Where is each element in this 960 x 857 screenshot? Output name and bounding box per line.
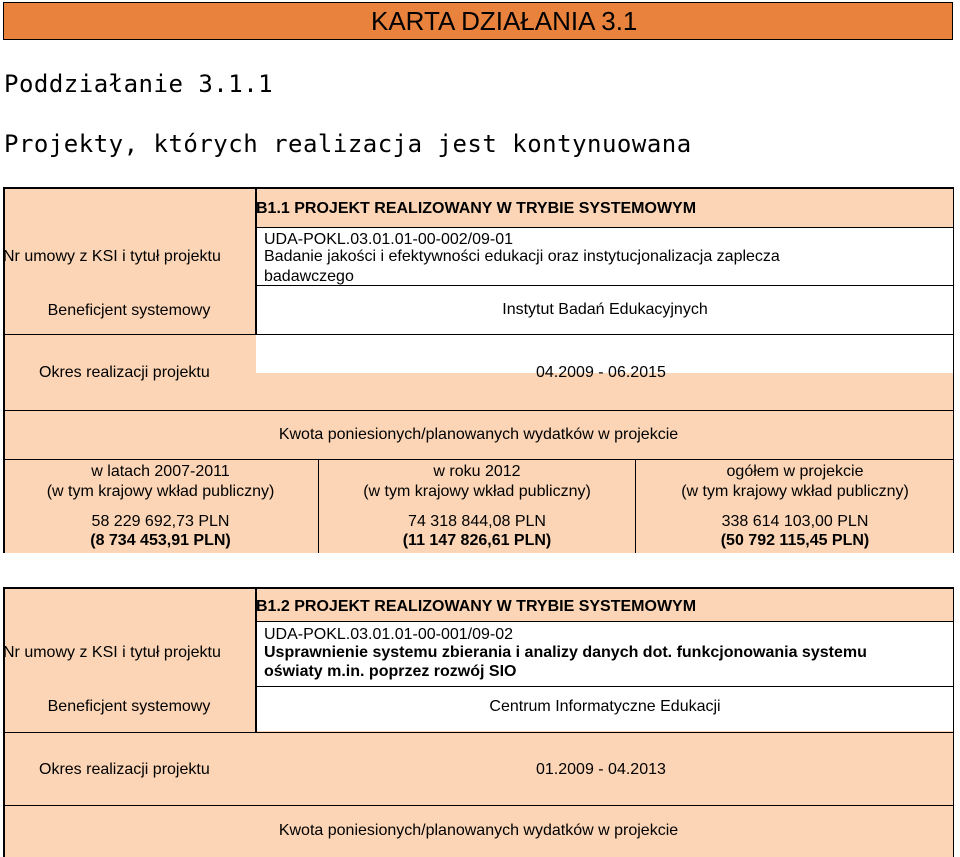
p2-beneficiary: Centrum Informatyczne Edukacji xyxy=(489,698,721,715)
p1-col3-head2: (w tym krajowy wkład publiczny) xyxy=(681,483,909,500)
p2-beneficiary-label: Beneficjent systemowy xyxy=(47,698,211,715)
p1-col2-val2: (11 147 826,61 PLN) xyxy=(402,532,552,549)
p1-col1-head1: w latach 2007-2011 xyxy=(91,463,230,480)
project2-table xyxy=(3,587,954,857)
section-title: Projekty, których realizacja jest kontynuowana xyxy=(4,130,692,158)
p1-contract-label: Nr umowy z KSI i tytuł projektu xyxy=(3,248,221,265)
p2-contract-label: Nr umowy z KSI i tytuł projektu xyxy=(3,644,221,661)
p1-beneficiary-label: Beneficjent systemowy xyxy=(47,302,211,319)
p2-period: 01.2009 - 04.2013 xyxy=(536,761,666,778)
p2-period-label: Okres realizacji projektu xyxy=(39,761,210,778)
p1-beneficiary: Instytut Badań Edukacyjnych xyxy=(502,301,708,318)
p1-period-label: Okres realizacji projektu xyxy=(39,364,210,381)
p2-contract-no: UDA-POKL.03.01.01-00-001/09-02 xyxy=(264,626,514,643)
p1-title-line1: Badanie jakości i efektywności edukacji oraz instytucjonalizacja zaplecza xyxy=(264,248,780,265)
banner xyxy=(3,2,953,40)
subaction-heading: Poddziałanie 3.1.1 xyxy=(4,70,274,98)
p1-col3-head1: ogółem w projekcie xyxy=(726,463,864,480)
p1-col1-val2: (8 734 453,91 PLN) xyxy=(90,532,231,549)
banner-title: KARTA DZIAŁANIA 3.1 xyxy=(371,6,638,36)
p1-contract-no: UDA-POKL.03.01.01-00-002/09-01 xyxy=(264,231,514,248)
p1-col2-head1: w roku 2012 xyxy=(433,463,521,480)
p1-heading: B1.1 PROJEKT REALIZOWANY W TRYBIE SYSTEMOWYM xyxy=(256,200,697,217)
p1-title-line2: badawczego xyxy=(264,268,354,285)
p1-col3-val1: 338 614 103,00 PLN xyxy=(721,513,869,530)
p2-title-line1: Usprawnienie systemu zbierania i analizy danych dot. funkcjonowania systemu xyxy=(264,644,867,661)
p1-col1-head2: (w tym krajowy wkład publiczny) xyxy=(46,483,275,500)
p2-heading: B1.2 PROJEKT REALIZOWANY W TRYBIE SYSTEMOWYM xyxy=(256,598,697,615)
p1-col3-val2: (50 792 115,45 PLN) xyxy=(720,532,870,549)
p2-costs-heading: Kwota poniesionych/planowanych wydatków w projekcie xyxy=(278,822,679,839)
p2-title-line2: oświaty m.in. poprzez rozwój SIO xyxy=(264,663,517,680)
p1-col2-val1: 74 318 844,08 PLN xyxy=(408,513,546,530)
p1-costs-heading: Kwota poniesionych/planowanych wydatków w projekcie xyxy=(278,426,679,443)
p1-period: 04.2009 - 06.2015 xyxy=(536,364,666,381)
project1-table xyxy=(3,187,954,553)
p1-col1-val1: 58 229 692,73 PLN xyxy=(91,513,230,530)
p1-col2-head2: (w tym krajowy wkład publiczny) xyxy=(363,483,591,500)
